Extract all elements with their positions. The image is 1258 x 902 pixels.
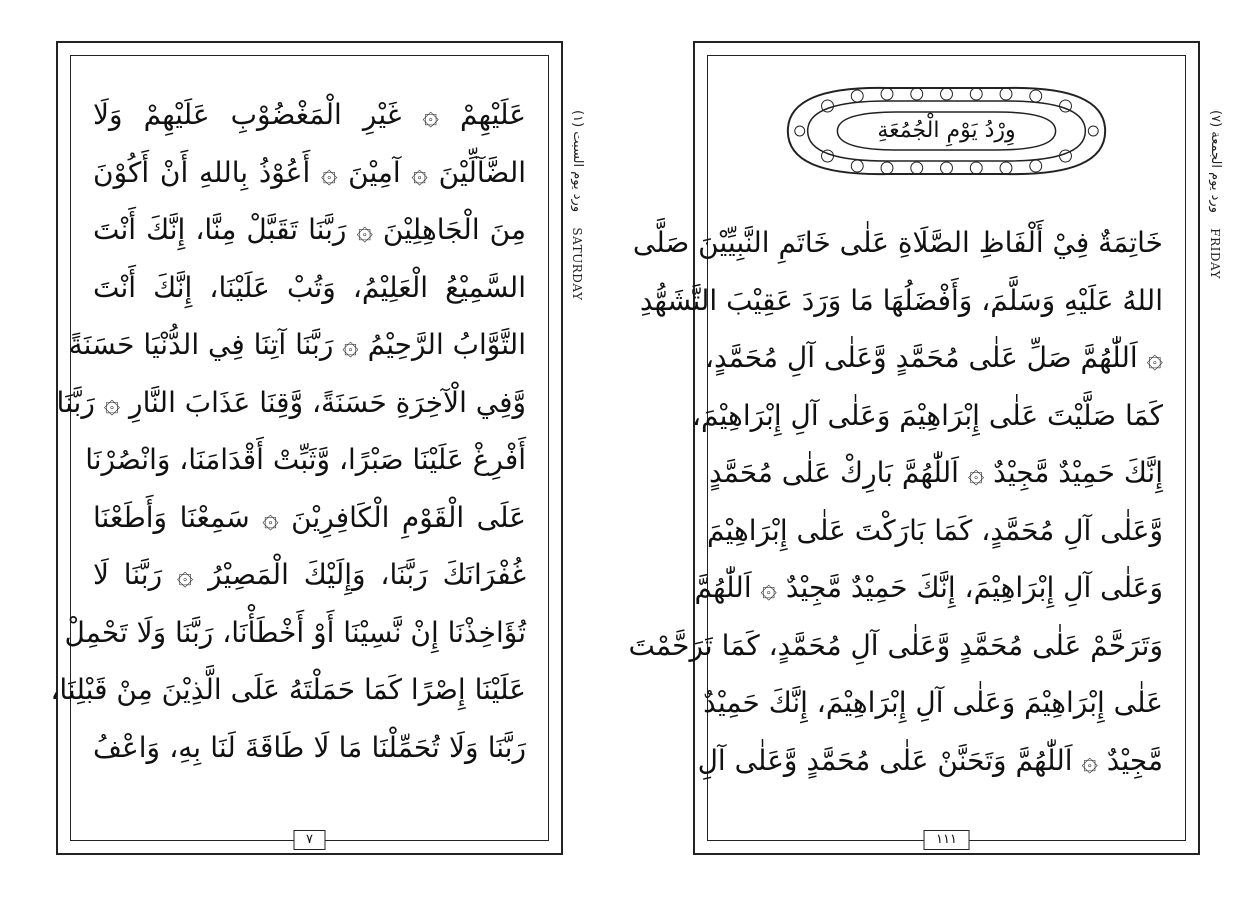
text-line: وَّعَلٰى آلِ مُحَمَّدٍ، كَمَا بَارَكْتَ عَلٰى إِبْرَاهِيْمَ [706,513,1163,547]
side-label-arabic: ورد يوم الجمعة (٧) [1208,110,1223,213]
text-line: السَّمِيْعُ الْعَلِيْمُ، وَتُبْ عَلَيْنَا، إِنَّكَ أَنْتَ [93,270,526,304]
text-line: عَلَى الْقَوْمِ الْكَافِرِيْنَ ۞ سَمِعْنَا وَأَطَعْنَا [93,500,526,534]
right-side-label [1208,110,1223,279]
text-line: إِنَّكَ حَمِيْدٌ مَّجِيْدٌ ۞ اَللّٰهُمَّ بَارِكْ عَلٰى مُحَمَّدٍ [708,456,1163,489]
text-line: أَفْرِغْ عَلَيْنَا صَبْرًا، وَّثَبِّتْ أَقْدَامَنَا، وَانْصُرْنَا [85,443,526,476]
text-line: عَلَيْهِمْ ۞ غَيْرِ الْمَغْضُوْبِ عَلَيْهِمْ وَلَا [93,98,526,131]
text-line: الضَّآلِّيْنَ ۞ آمِيْنَ ۞ أَعُوْذُ بِاللهِ أَنْ أَكُوْنَ [93,155,526,189]
right-page [628,41,1200,855]
text-line: التَّوَّابُ الرَّحِيْمُ ۞ رَبَّنَا آتِنَا فِي الدُّنْيَا حَسَنَةً [68,328,526,361]
text-line: خَاتِمَةٌ فِيْ أَلْفَاظِ الصَّلَاةِ عَلٰى خَاتَمِ النَّبِيِّيْنَ صَلَّى [632,226,1163,259]
text-line: وَتَرَحَّمْ عَلٰى مُحَمَّدٍ وَّعَلٰى آلِ مُحَمَّدٍ، كَمَا تَرَحَّمْتَ [628,628,1163,662]
left-page [50,41,563,855]
text-line: كَمَا صَلَّيْتَ عَلٰى إِبْرَاهِيْمَ وَعَلٰى آلِ إِبْرَاهِيْمَ، [691,398,1163,432]
text-line: عَلٰى إِبْرَاهِيْمَ وَعَلٰى آلِ إِبْرَاهِيْمَ، إِنَّكَ حَمِيْدٌ [703,686,1163,719]
side-label-english: FRIDAY [1208,228,1222,280]
page-number: ١١١ [923,830,970,850]
text-line: وَّفِي الْآخِرَةِ حَسَنَةً، وَّقِنَا عَذَابَ النَّارِ ۞ رَبَّنَا [56,385,526,419]
right-page-frame [628,55,1186,847]
text-line: غُفْرَانَكَ رَبَّنَا، وَإِلَيْكَ الْمَصِيْرُ ۞ رَبَّنَا لَا [93,558,526,591]
left-page-text [50,86,526,776]
banner-title: وِرْدُ يَوْمِ الْجُمُعَةِ [877,118,1016,143]
text-line: رَبَّنَا وَلَا تُحَمِّلْنَا مَا لَا طَاقَةَ لَنَا بِهِ، وَاعْفُ [93,730,526,764]
text-line: وَعَلٰى آلِ إِبْرَاهِيْمَ، إِنَّكَ حَمِيْدٌ مَّجِيْدٌ ۞ اَللّٰهُمَّ [694,571,1163,604]
page-number: ٧ [293,830,326,850]
left-page-frame [50,55,549,847]
chapter-banner [768,76,1125,186]
text-line: تُؤَاخِذْنَا إِنْ نَّسِيْنَا أَوْ أَخْطَأْنَا، رَبَّنَا وَلَا تَحْمِلْ [64,615,526,649]
left-side-label [570,110,585,301]
text-line: مِنَ الْجَاهِلِيْنَ ۞ رَبَّنَا تَقَبَّلْ مِنَّا، إِنَّكَ أَنْتَ [93,213,526,246]
side-label-arabic: ورد يوم السبت (١) [570,110,585,213]
text-line: ۞ اَللّٰهُمَّ صَلِّ عَلٰى مُحَمَّدٍ وَّعَلٰى آلِ مُحَمَّدٍ، [704,341,1163,374]
text-line: مَّجِيْدٌ ۞ اَللّٰهُمَّ وَتَحَنَّنْ عَلٰى مُحَمَّدٍ وَّعَلٰى آلِ [697,743,1163,777]
text-line: عَلَيْنَا إِصْرًا كَمَا حَمَلْتَهُ عَلَى الَّذِيْنَ مِنْ قَبْلِنَا، [50,673,526,706]
side-label-english: SATURDAY [570,227,584,301]
right-page-text [628,214,1163,789]
text-line: اللهُ عَلَيْهِ وَسَلَّمَ، وَأَفْضَلُهَا مَا وَرَدَ عَقِيْبَ التَّشَهُّدِ [639,283,1163,317]
